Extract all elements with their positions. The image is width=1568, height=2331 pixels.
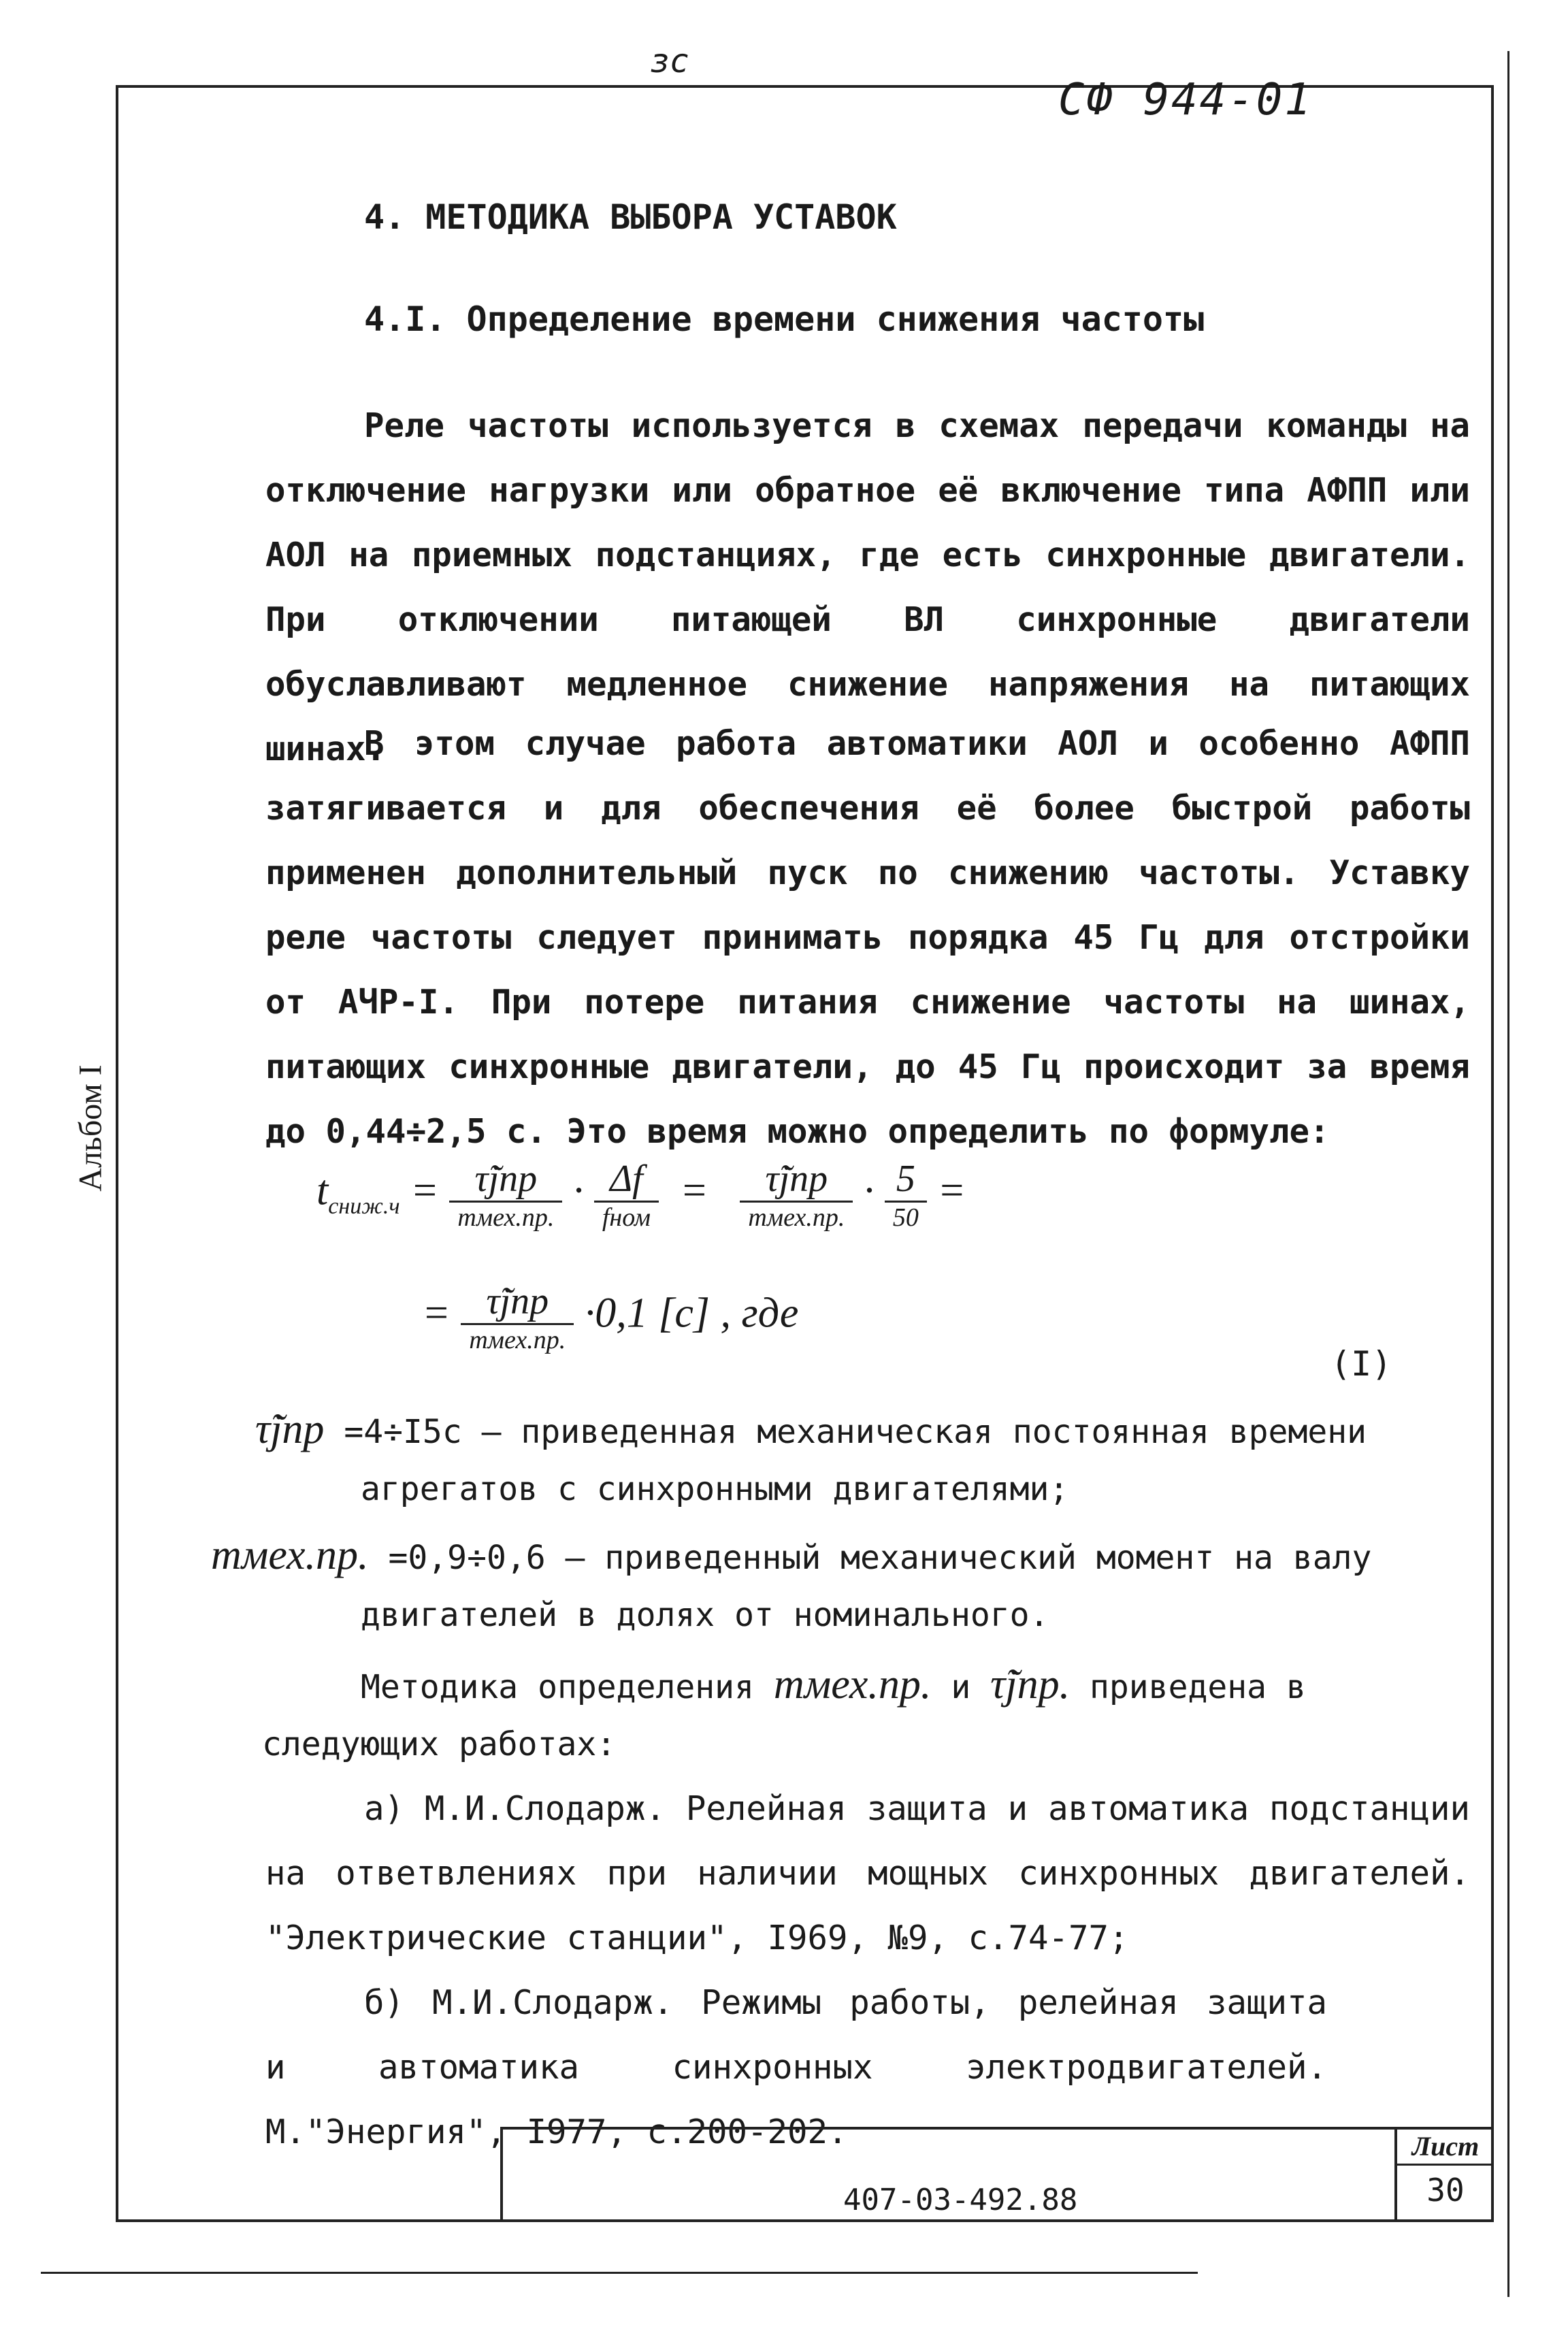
definition-2 — [211, 1531, 1371, 1580]
paragraph-2: В этом случае работа автоматики АОЛ и особенно АФПП затягивается и для обеспечения её более быстрой работы применен дополнительный пуск по снижению частоты. Уставку реле частоты следует принимать порядка 45 Гц для отстройки от АЧР-I. При потере питания снижение частоты на шинах, питающих синхронные двигатели, до 45 Гц происходит за время до 0,44÷2,5 с. Это время можно определить по формуле: — [265, 724, 1470, 1151]
sheet-number: 30 — [1426, 2172, 1465, 2208]
fraction-4-num: 5 — [885, 1157, 927, 1203]
fraction-4 — [885, 1157, 927, 1233]
title-block — [500, 2127, 1494, 2222]
fraction-5-den: mмех.пр. — [469, 1326, 566, 1354]
section-heading: 4. МЕТОДИКА ВЫБОРА УСТАВОК — [364, 197, 897, 237]
method-text-b: приведена в — [1089, 1668, 1306, 1706]
sheet-cell — [1394, 2130, 1494, 2222]
method-line-2: следующих работах: — [262, 1725, 617, 1763]
formula-line-2: = $\frac{\text{τ̃jпр}}{\text{mмех.пр.}}$ ·0,1 [с] , где — [422, 1280, 799, 1354]
definition-1 — [255, 1405, 1367, 1454]
reference-a: а) М.И.Слодарж. Релейная защита и автоматика подстанции на ответвлениях при наличии мощных синхронных двигателей. "Электрические станции", I969, №9, с.74-77; — [265, 1789, 1470, 1957]
fraction-5 — [461, 1279, 574, 1355]
definition-1-text: =4÷I5с – приведенная механическая постоянная времени — [344, 1413, 1367, 1451]
side-label-album: Альбом I — [72, 1064, 109, 1192]
formula-tail: ·0,1 [с] , где — [584, 1290, 799, 1337]
fraction-3 — [740, 1157, 853, 1233]
subsection-heading: 4.I. Определение времени снижения частоты — [364, 299, 1205, 339]
page-edge-rule — [1507, 51, 1509, 2297]
fraction-4-den: 50 — [892, 1203, 919, 1232]
document-number: 407-03-492.88 — [843, 2183, 1078, 2217]
formula-lhs: t — [316, 1167, 329, 1214]
definition-2-text: =0,9÷0,6 – приведенный механический момент на валу — [388, 1539, 1372, 1577]
method-symbol-1: mмех.пр. — [773, 1661, 932, 1708]
fraction-1-num: τ̃jпр — [449, 1157, 562, 1203]
method-symbol-2: τ̃jпр. — [990, 1661, 1071, 1708]
fraction-1 — [449, 1157, 562, 1233]
method-text-a: Методика определения — [361, 1668, 754, 1706]
definition-2-symbol: mмех.пр. — [211, 1532, 369, 1578]
bottom-rule — [41, 2272, 1198, 2274]
fraction-1-den: mмех.пр. — [457, 1203, 555, 1232]
fraction-2-den: fном — [602, 1203, 651, 1232]
fraction-2 — [594, 1157, 659, 1233]
method-line-1 — [361, 1661, 1306, 1709]
paragraph-1: Реле частоты используется в схемах передачи команды на отключение нагрузки или обратное её включение типа АФПП или АОЛ на приемных подстанциях, где есть синхронные двигатели. При отключении питающей ВЛ синхронные двигатели обуславливают медленное снижение напряжения на питающих шинах. — [265, 406, 1470, 768]
fraction-3-num: τ̃jпр — [740, 1157, 853, 1203]
formula-lhs-sub: сниж.ч — [328, 1194, 400, 1220]
definition-2-cont: двигателей в долях от номинального. — [361, 1596, 1049, 1634]
document-code: СФ 944-01 — [1058, 75, 1313, 125]
fraction-2-num: Δf — [594, 1157, 659, 1203]
formula-line-1: $t_{сниж.ч}$ = $\frac{\text{τ̃jпр}}{\text{mмех.пр.}}$ · $\frac{\Delta f}{\text{fном}}$ = $\frac{\text{τ̃jпр}}{\text{mмех.пр.}}$ · $\frac{5}{50}$ = — [316, 1158, 966, 1232]
definition-1-symbol: τ̃jпр — [255, 1406, 325, 1452]
definition-1-cont: агрегатов с синхронными двигателями; — [361, 1470, 1069, 1508]
fraction-5-num: τ̃jпр — [461, 1279, 574, 1325]
equation-number: (I) — [1330, 1344, 1392, 1384]
fraction-3-den: mмех.пр. — [748, 1203, 845, 1232]
method-and: и — [951, 1668, 971, 1706]
reference-b: б) М.И.Слодарж. Режимы работы, релейная защита и автоматика синхронных электродвигателей. М."Энергия", I977, с.200-202. — [265, 1983, 1327, 2151]
top-mark: зс — [650, 42, 689, 80]
sheet-label: Лист — [1397, 2130, 1494, 2166]
